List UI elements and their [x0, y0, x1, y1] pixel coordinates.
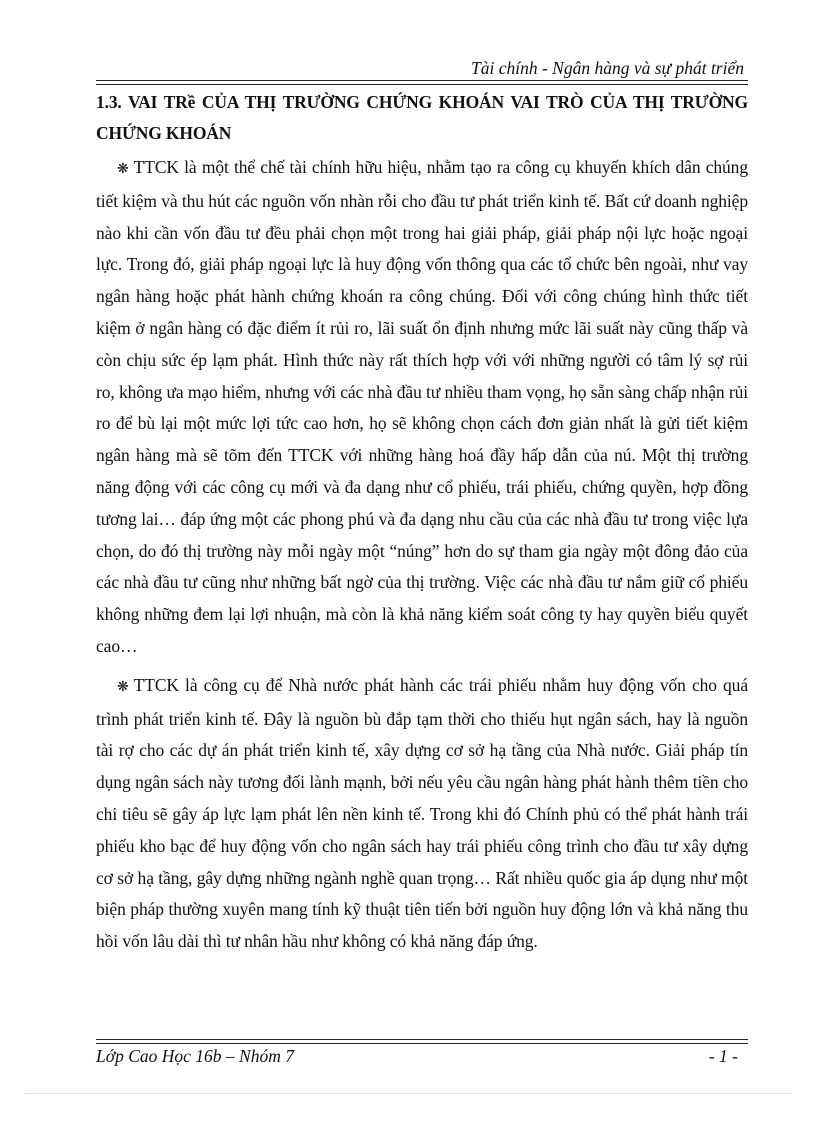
page-number: - 1 -	[708, 1046, 738, 1066]
flower-bullet-icon: ❋	[117, 162, 129, 177]
section-title: 1.3. VAI TRề CỦA THỊ TRƯỜNG CHỨNG KHOÁN VAI TRÒ CỦA THỊ TRƯỜNG CHỨNG KHOÁN	[96, 92, 748, 143]
footer-rule-thin	[96, 1039, 748, 1040]
flower-bullet-icon: ❋	[117, 679, 129, 695]
paragraph-1	[96, 152, 748, 663]
paragraph-2-text: TTCK là công cụ để Nhà nước phát hành các trái phiếu nhằm huy động vốn cho quá trình phát triển kinh tế. Đây là nguồn bù đắp tạm thời cho thiếu hụt ngân sách, hay là nguồn tài rợ cho các dự án phát triển kinh tế, xây dựng cơ sở hạ tầng của Nhà nước. Giải pháp tín dụng ngân sách này tương đối lành mạnh, bởi nếu yêu cầu ngân hàng phát hành thêm tiền cho chi tiêu sẽ gây áp lực lạm phát lên nền kinh tế. Trong khi đó Chính phủ có thể phát hành trái phiếu kho bạc để huy động vốn cho ngân sách hay trái phiếu công trình cho đầu tư xây dựng cơ sở hạ tầng, gây dựng những ngành nghề quan trọng… Rất nhiều quốc gia áp dụng như một biện pháp thường xuyên mang tính kỹ thuật tiên tiến bởi nguồn huy động lớn và khả năng thu hồi vốn lâu dài thì tư nhân hầu như không có khả năng đáp ứng.	[96, 674, 748, 952]
page-edge-divider	[24, 1093, 792, 1094]
header-rule-thin	[96, 84, 748, 85]
header-rule	[96, 80, 748, 81]
page-content	[96, 87, 748, 958]
footer-class-label: Lớp Cao Học 16b – Nhóm 7	[96, 1046, 294, 1066]
paragraph-1-text: TTCK là một thể chế tài chính hữu hiệu, nhằm tạo ra công cụ khuyến khích dân chúng tiết kiệm và thu hút các nguồn vốn nhàn rỗi cho đầu tư phát triển kinh tế. Bất cứ doanh nghiệp nào khi cần vốn đầu tư đều phải chọn một trong hai giải pháp, giải pháp nội lực hoặc ngoại lực. Trong đó, giải pháp ngoại lực là huy động vốn thông qua các tổ chức bên ngoài, như vay ngân hàng hoặc phát hành chứng khoán ra công chúng. Đối với công chúng hình thức tiết kiệm ở ngân hàng có đặc điểm ít rủi ro, lãi suất ổn định nhưng mức lãi suất này cũng thấp và còn chịu sức ép lạm phát. Hình thức này rất thích hợp với với những người có tâm lý sợ rủi ro, không ưa mạo hiểm, nhưng với các nhà đầu tư nhiều tham vọng, họ sẵn sàng chấp nhận rủi ro để bù lại một mức lợi tức cao hơn, họ sẽ không chọn cách đơn giản nhất là gửi tiết kiệm ngân hàng mà sẽ tõm đến TTCK với những hàng hoá đầy hấp dẫn của nú. Một thị trường năng động với các công cụ mới và đa dạng như cổ phiếu, trái phiếu, chứng quyền, hợp đồng tương lai… đáp ứng một các phong phú và đa dạng nhu cầu của các nhà đầu tư trong việc lựa chọn, do đó thị trường này mỗi ngày một “núng” hơn do sự tham gia ngày một đông đảo của các nhà đầu tư cũng như những bất ngờ của thị trường. Việc các nhà đầu tư nắm giữ cổ phiếu không những đem lại lợi nhuận, mà còn là khả năng kiểm soát công ty hay quyền biểu quyết cao…	[96, 157, 748, 656]
footer-rule	[96, 1043, 748, 1044]
running-header: Tài chính - Ngân hàng và sự phát triển	[470, 58, 744, 78]
paragraph-2	[96, 670, 748, 958]
